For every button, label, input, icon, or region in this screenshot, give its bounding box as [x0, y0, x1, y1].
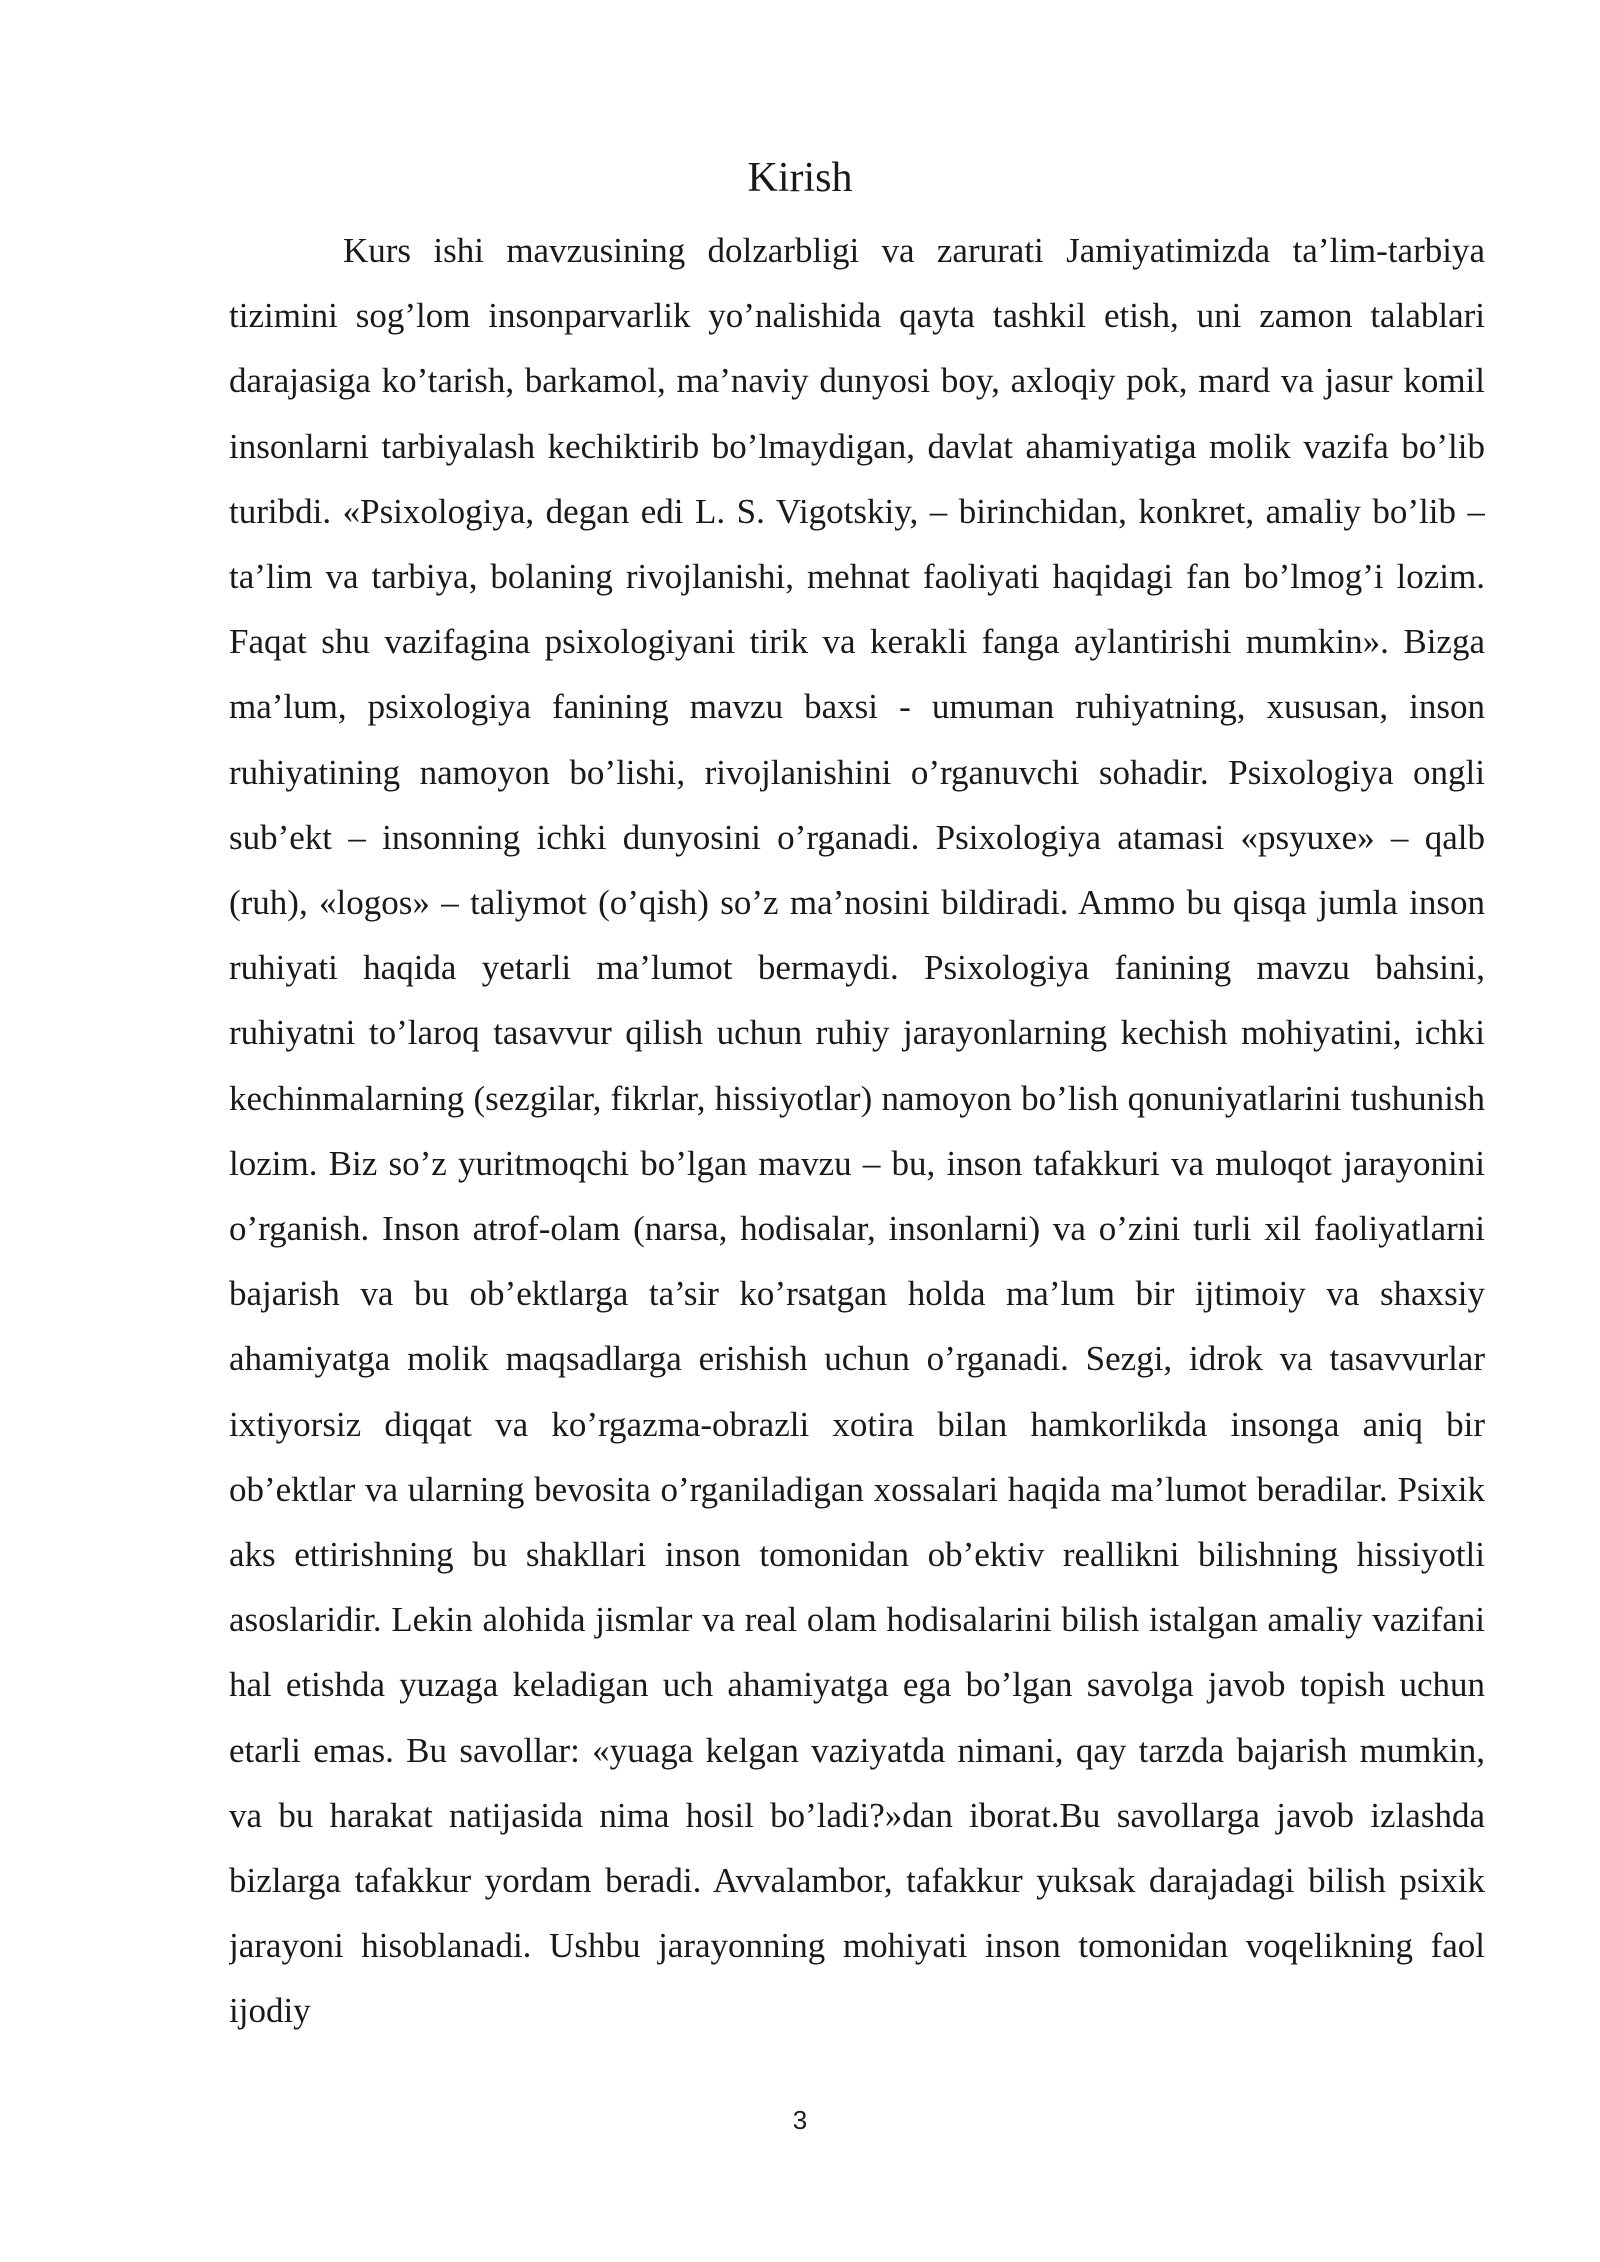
page-title: Kirish	[747, 155, 853, 201]
body-paragraph: Kurs ishi mavzusining dolzarbligi va zarurati Jamiyatimizda ta’lim-tarbiya tizimini sog’lom insonparvarlik yo’nalishida qayta tashkil etish, uni zamon talablari darajasiga ko’tarish, barkamol, ma’naviy dunyosi boy, axloqiy pok, mard va jasur komil insonlarni tarbiyalash kechiktirib bo’lmaydigan, davlat ahamiyatiga molik vazifa bo’lib turibdi. «Psixologiya, degan edi L. S. Vigotskiy, – birinchidan, konkret, amaliy bo’lib – ta’lim va tarbiya, bolaning rivojlanishi, mehnat faoliyati haqidagi fan bo’lmog’i lozim. Faqat shu vazifagina psixologiyani tirik va kerakli fanga aylantirishi mumkin». Bizga ma’lum, psixologiya fanining mavzu baxsi - umuman ruhiyatning, xususan, inson ruhiyatining namoyon bo’lishi, rivojlanishini o’rganuvchi sohadir. Psixologiya ongli sub’ekt – insonning ichki dunyosini o’rganadi. Psixologiya atamasi «psyuxe» – qalb (ruh), «logos» – taliymot (o’qish) so’z ma’nosini bildiradi. Ammo bu qisqa jumla inson ruhiyati haqida yetarli ma’lumot bermaydi. Psixologiya fanining mavzu bahsini, ruhiyatni to’laroq tasavvur qilish uchun ruhiy jarayonlarning kechish mohiyatini, ichki kechinmalarning (sezgilar, fikrlar, hissiyotlar) namoyon bo’lish qonuniyatlarini tushunish lozim. Biz so’z yuritmoqchi bo’lgan mavzu – bu, inson tafakkuri va muloqot jarayonini o’rganish. Inson atrof-olam (narsa, hodisalar, insonlarni) va o’zini turli xil faoliyatlarni bajarish va bu ob’ektlarga ta’sir ko’rsatgan holda ma’lum bir ijtimoiy va shaxsiy ahamiyatga molik maqsadlarga erishish uchun o’rganadi. Sezgi, idrok va tasavvurlar ixtiyorsiz diqqat va ko’rgazma-obrazli xotira bilan hamkorlikda insonga aniq bir ob’ektlar va ularning bevosita o’rganiladigan xossalari haqida ma’lumot beradilar. Psixik aks ettirishning bu shakllari inson tomonidan ob’ektiv reallikni bilishning hissiyotli asoslaridir. Lekin alohida jismlar va real olam hodisalarini bilish istalgan amaliy vazifani hal etishda yuzaga keladigan uch ahamiyatga ega bo’lgan savolga javob topish uchun etarli emas. Bu savollar: «yuaga kelgan vaziyatda nimani, qay tarzda bajarish mumkin, va bu harakat natijasida nima hosil bo’ladi?»dan iborat.Bu savollarga javob izlashda bizlarga tafakkur yordam beradi. Avvalambor, tafakkur yuksak darajadagi bilish psixik jarayoni hisoblanadi. Ushbu jarayonning mohiyati inson tomonidan voqelikning faol ijodiy	[229, 231, 1485, 2031]
page-number: 3	[792, 2105, 808, 2135]
